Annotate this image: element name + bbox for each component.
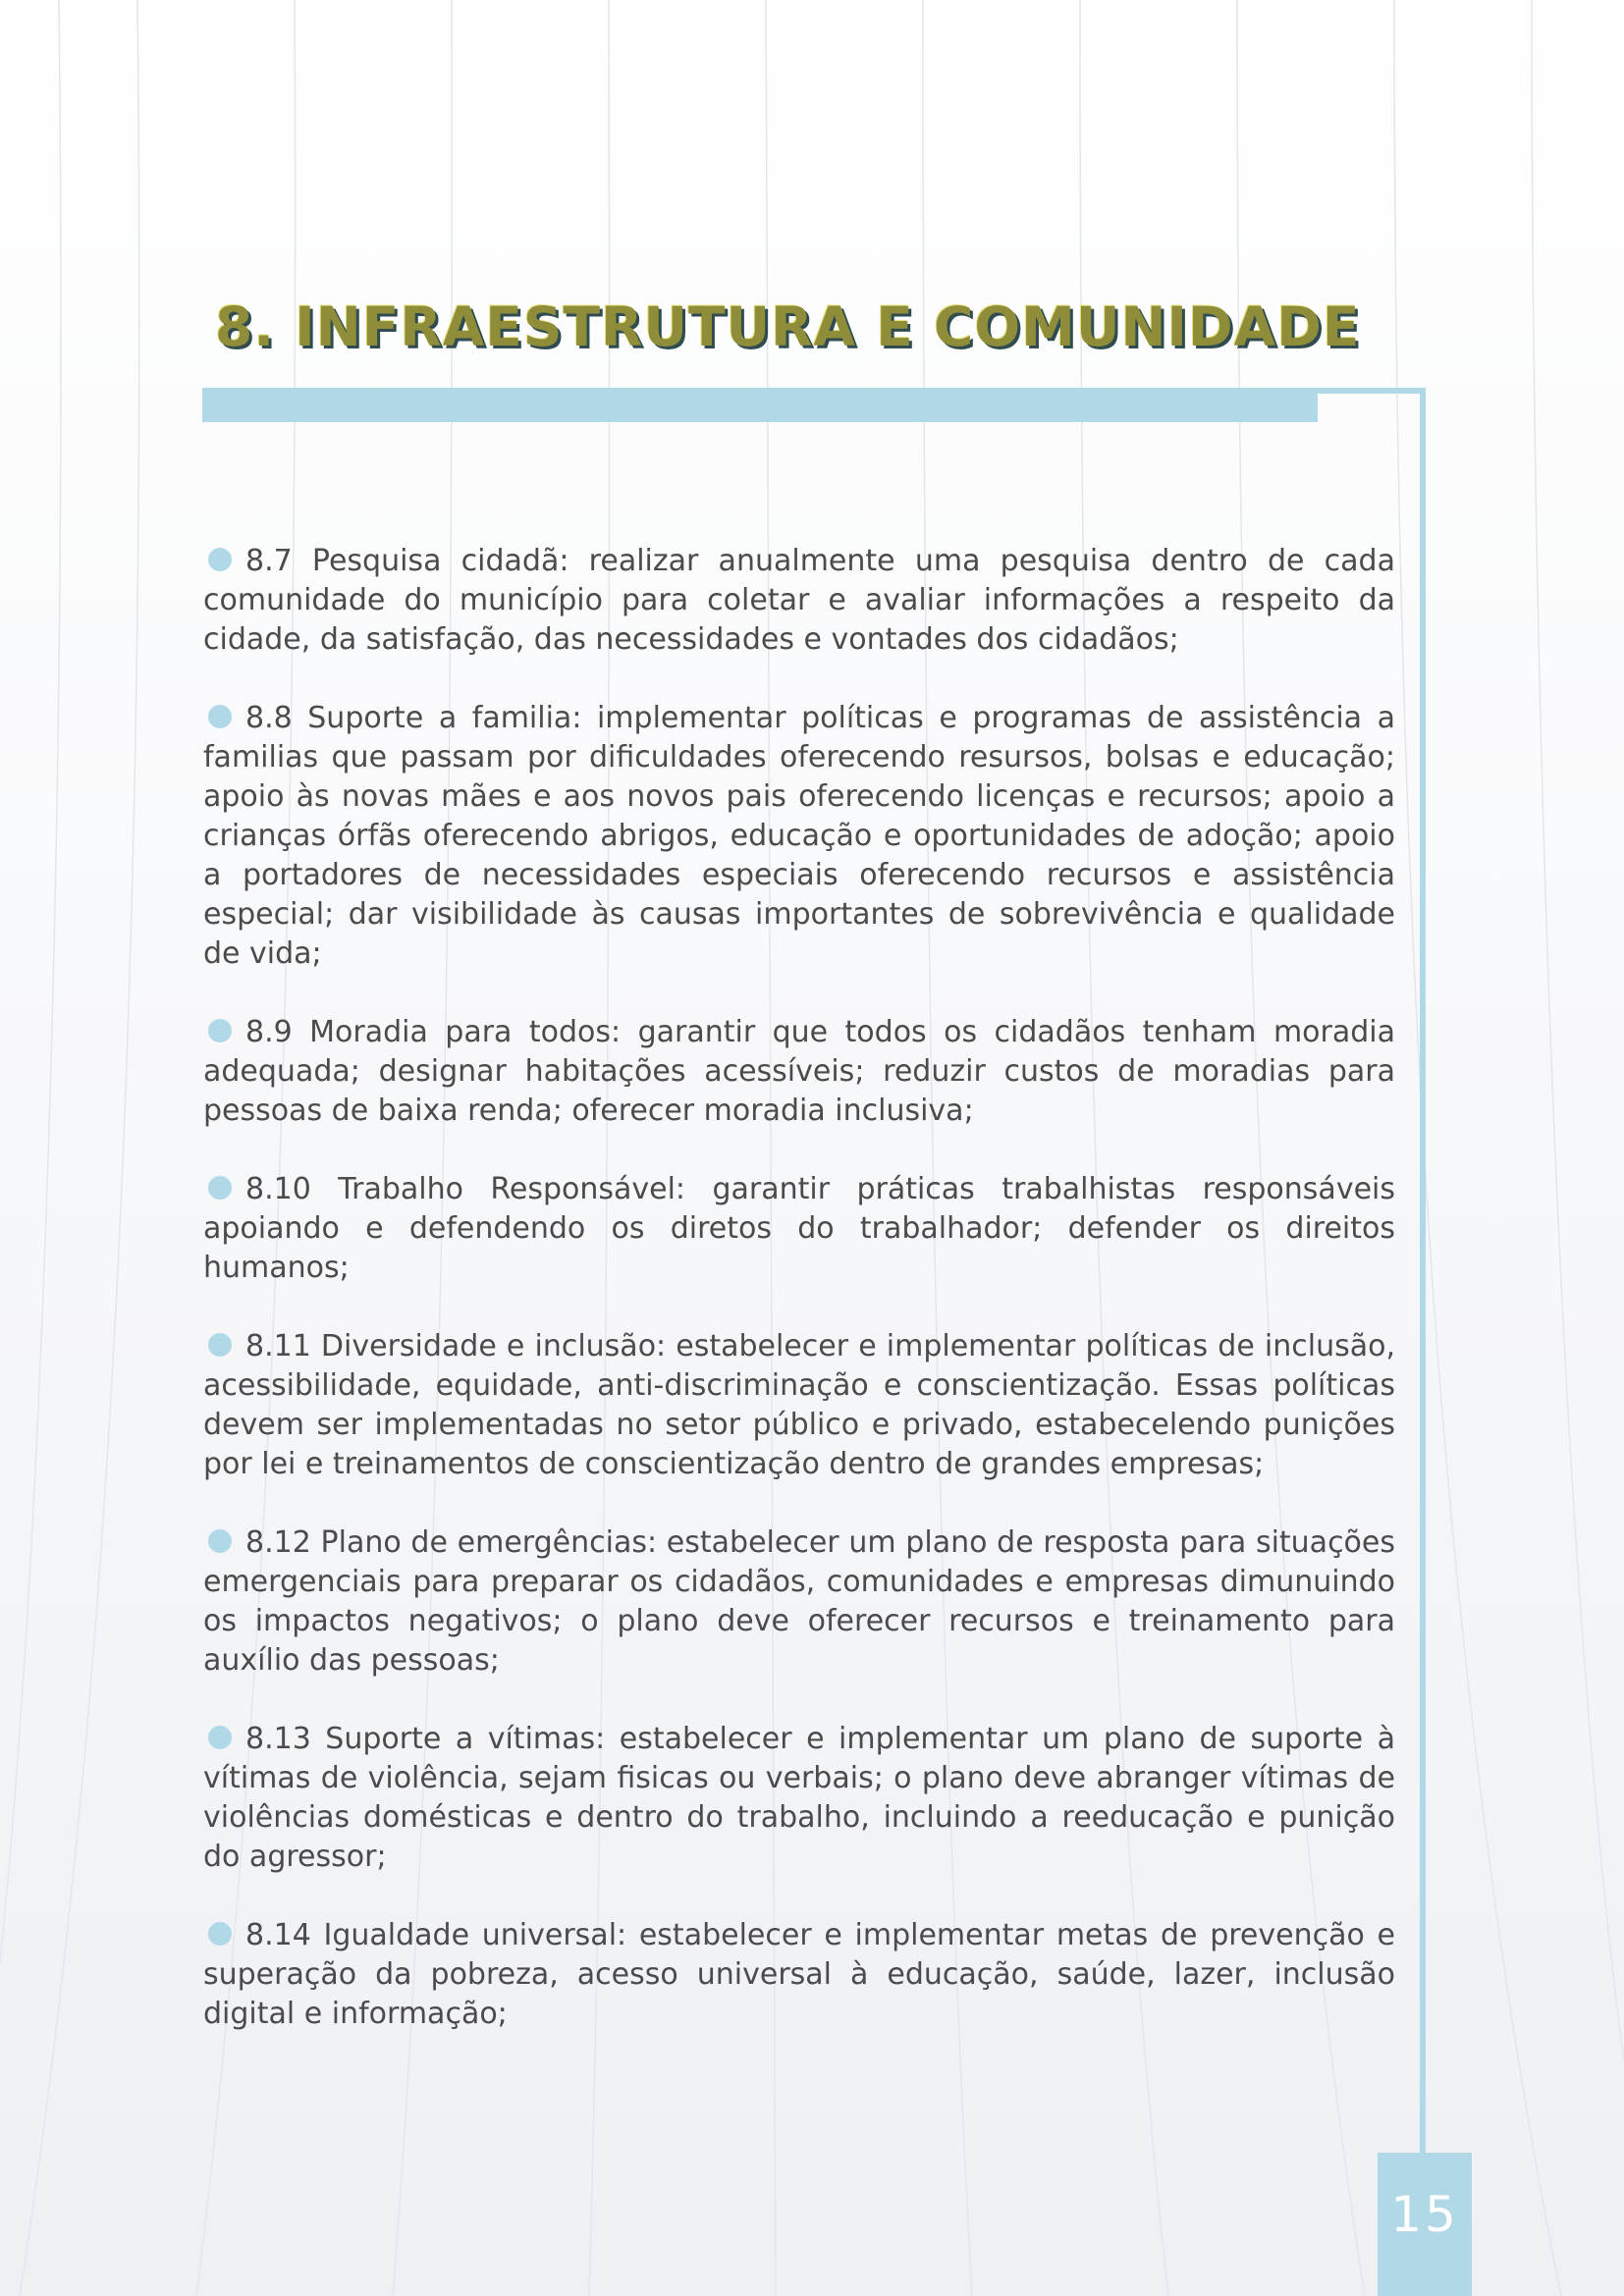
item-text: 8.14 Igualdade universal: estabelecer e implementar metas de prevenção e superação da pobreza, acesso universal à educação, saúde, lazer, inclusão digital e informação; xyxy=(203,1918,1395,2031)
list-item xyxy=(203,542,1395,660)
list-item xyxy=(203,1523,1395,1681)
item-text: 8.11 Diversidade e inclusão: estabelecer e implementar políticas de inclusão, acessibilidade, equidade, anti-discriminação e conscientização. Essas políticas devem ser implementadas no setor público e privado, estabecelendo punições por lei e treinamentos de conscientização dentro de grandes empresas; xyxy=(203,1329,1395,1481)
list-item xyxy=(203,1327,1395,1484)
list-item xyxy=(203,1170,1395,1288)
title-underline-bar xyxy=(202,388,1318,422)
bullet-dot-icon xyxy=(208,1019,232,1042)
bullet-dot-icon xyxy=(208,705,232,728)
list-item xyxy=(203,699,1395,974)
item-text: 8.8 Suporte a familia: implementar políticas e programas de assistência a familias que passam por dificuldades oferecendo resursos, bolsas e educação; apoio às novas mães e aos novos pais oferecendo licenças e recursos; apoio a crianças órfãs oferecendo abrigos, educação e oportunidades de adoção; apoio a portadores de necessidades especiais oferecendo recursos e assistência especial; dar visibilidade às causas importantes de sobrevivência e qualidade de vida; xyxy=(203,701,1395,971)
item-text: 8.7 Pesquisa cidadã: realizar anualmente uma pesquisa dentro de cada comunidade do município para coletar e avaliar informações a respeito da cidade, da satisfação, das necessidades e vontades dos cidadãos; xyxy=(203,544,1395,657)
bullet-dot-icon xyxy=(208,1176,232,1200)
bullet-dot-icon xyxy=(208,548,232,571)
item-text: 8.13 Suporte a vítimas: estabelecer e implementar um plano de suporte à vítimas de violência, sejam fisicas ou verbais; o plano deve abranger vítimas de violências domésticas e dentro do trabalho, incluindo a reeducação e punição do agressor; xyxy=(203,1722,1395,1874)
item-text: 8.9 Moradia para todos: garantir que todos os cidadãos tenham moradia adequada; designar habitações acessíveis; reduzir custos de moradias para pessoas de baixa renda; oferecer moradia inclusiva; xyxy=(203,1015,1395,1128)
list-item xyxy=(203,1720,1395,1877)
item-text: 8.10 Trabalho Responsável: garantir práticas trabalhistas responsáveis apoiando e defendendo os diretos do trabalhador; defender os direitos humanos; xyxy=(203,1172,1395,1285)
page-number: 15 xyxy=(1390,2186,1459,2243)
frame-top-line xyxy=(1318,388,1426,394)
page-title: 8. INFRAESTRUTURA E COMUNIDADE xyxy=(215,295,1361,358)
item-text: 8.12 Plano de emergências: estabelecer um plano de resposta para situações emergenciais para preparar os cidadãos, comunidades e empresas dimunuindo os impactos negativos; o plano deve oferecer recursos e treinamento para auxílio das pessoas; xyxy=(203,1525,1395,1678)
item-list xyxy=(203,542,1395,2073)
bullet-dot-icon xyxy=(208,1333,232,1357)
list-item xyxy=(203,1013,1395,1131)
list-item xyxy=(203,1916,1395,2034)
bullet-dot-icon xyxy=(208,1922,232,1946)
page-number-box xyxy=(1378,2153,1472,2296)
frame-right-line xyxy=(1420,388,1426,2155)
bullet-dot-icon xyxy=(208,1529,232,1553)
bullet-dot-icon xyxy=(208,1726,232,1749)
